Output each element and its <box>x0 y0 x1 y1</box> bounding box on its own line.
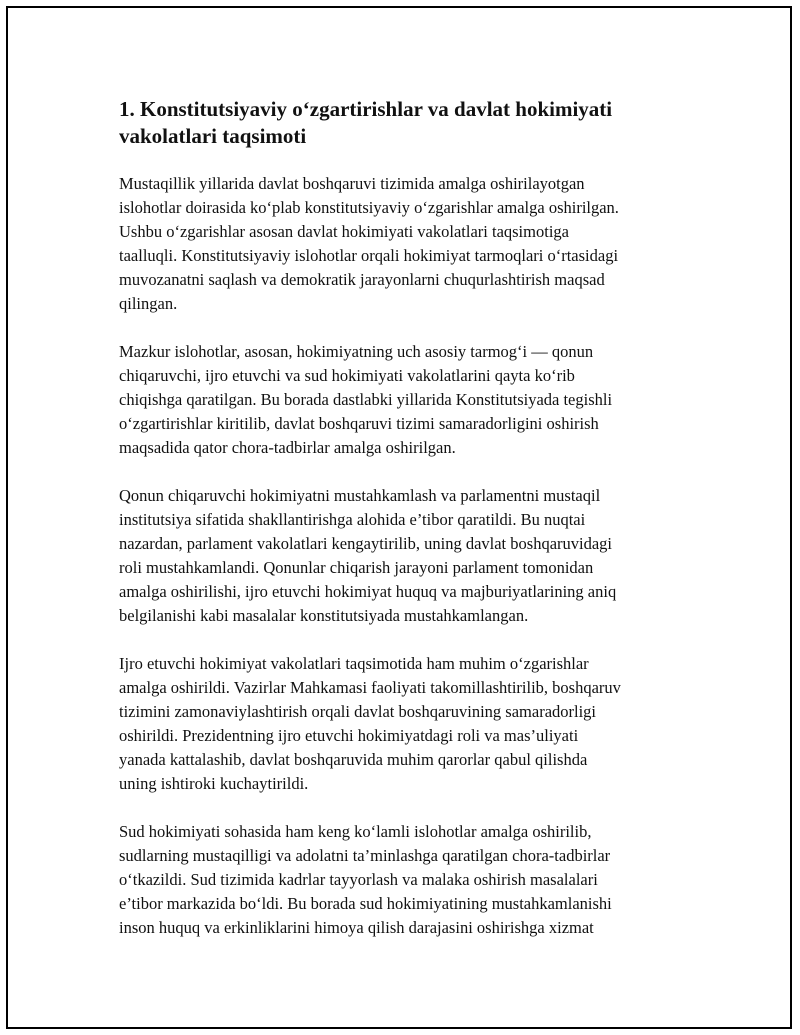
text-line: e’tibor markazida bo‘ldi. Bu borada sud hokimiyatining mustahkamlanishi <box>119 894 612 913</box>
section-heading <box>119 96 719 150</box>
text-line: Mazkur islohotlar, asosan, hokimiyatning uch asosiy tarmog‘i — qonun <box>119 342 594 361</box>
text-line: nazardan, parlament vakolatlari kengaytirilib, uning davlat boshqaruvidagi <box>119 534 613 553</box>
text-line: o‘tkazildi. Sud tizimida kadrlar tayyorlash va malaka oshirish masalalari <box>119 870 598 889</box>
text-line: institutsiya sifatida shakllantirishga alohida e’tibor qaratildi. Bu nuqtai <box>119 510 586 529</box>
paragraph-5 <box>119 820 719 940</box>
text-line: chiqaruvchi, ijro etuvchi va sud hokimiyati vakolatlarini qayta ko‘rib <box>119 366 575 385</box>
text-line: taalluqli. Konstitutsiyaviy islohotlar orqali hokimiyat tarmoqlari o‘rtasidagi <box>119 246 619 265</box>
heading-line: vakolatlari taqsimoti <box>119 124 307 148</box>
text-line: oshirildi. Prezidentning ijro etuvchi hokimiyatdagi roli va mas’uliyati <box>119 726 579 745</box>
text-line: Qonun chiqaruvchi hokimiyatni mustahkamlash va parlamentni mustaqil <box>119 486 601 505</box>
text-line: o‘zgartirishlar kiritilib, davlat boshqaruvi tizimi samaradorligini oshirish <box>119 414 599 433</box>
text-line: Mustaqillik yillarida davlat boshqaruvi tizimida amalga oshirilayotgan <box>119 174 585 193</box>
text-line: roli mustahkamlandi. Qonunlar chiqarish jarayoni parlament tomonidan <box>119 558 594 577</box>
text-line: Sud hokimiyati sohasida ham keng ko‘lamli islohotlar amalga oshirilib, <box>119 822 592 841</box>
paragraph-4 <box>119 652 719 796</box>
paragraph-1 <box>119 172 719 316</box>
text-line: tizimini zamonaviylashtirish orqali davlat boshqaruvining samaradorligi <box>119 702 597 721</box>
text-line: amalga oshirilishi, ijro etuvchi hokimiyat huquq va majburiyatlarining aniq <box>119 582 617 601</box>
paragraph-3 <box>119 484 719 628</box>
text-line: Ijro etuvchi hokimiyat vakolatlari taqsimotida ham muhim o‘zgarishlar <box>119 654 589 673</box>
document-content <box>119 96 719 964</box>
text-line: inson huquq va erkinliklarini himoya qilish darajasini oshirishga xizmat <box>119 918 594 937</box>
text-line: chiqishga qaratilgan. Bu borada dastlabki yillarida Konstitutsiyada tegishli <box>119 390 613 409</box>
text-line: muvozanatni saqlash va demokratik jarayonlarni chuqurlashtirish maqsad <box>119 270 605 289</box>
text-line: uning ishtiroki kuchaytirildi. <box>119 774 309 793</box>
text-line: islohotlar doirasida ko‘plab konstitutsiyaviy o‘zgarishlar amalga oshirilgan. <box>119 198 619 217</box>
text-line: maqsadida qator chora-tadbirlar amalga oshirilgan. <box>119 438 456 457</box>
text-line: Ushbu o‘zgarishlar asosan davlat hokimiyati vakolatlari taqsimotiga <box>119 222 569 241</box>
paragraph-2 <box>119 340 719 460</box>
text-line: belgilanishi kabi masalalar konstitutsiyada mustahkamlangan. <box>119 606 529 625</box>
text-line: sudlarning mustaqilligi va adolatni ta’minlashga qaratilgan chora-tadbirlar <box>119 846 611 865</box>
text-line: qilingan. <box>119 294 178 313</box>
text-line: amalga oshirildi. Vazirlar Mahkamasi faoliyati takomillashtirilib, boshqaruv <box>119 678 621 697</box>
heading-line: 1. Konstitutsiyaviy o‘zgartirishlar va davlat hokimiyati <box>119 97 613 121</box>
document-page <box>6 6 792 1029</box>
text-line: yanada kattalashib, davlat boshqaruvida muhim qarorlar qabul qilishda <box>119 750 588 769</box>
